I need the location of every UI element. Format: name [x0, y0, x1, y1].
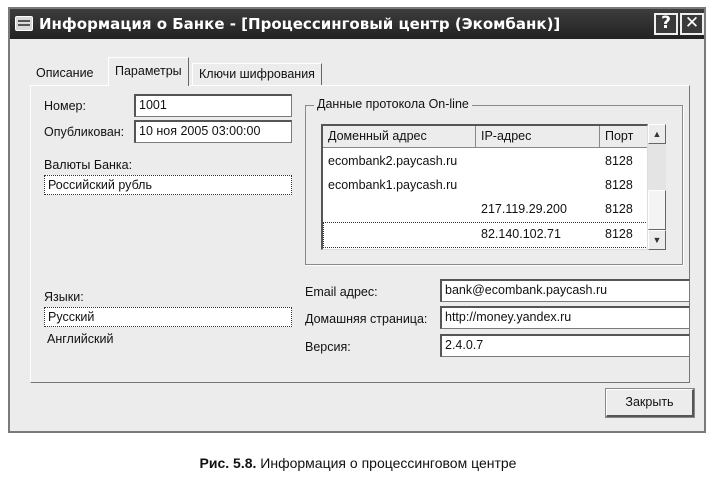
cell-ip[interactable]	[476, 150, 486, 174]
online-protocol-group	[305, 97, 683, 265]
window-title: Информация о Банке - [Процессинговый центр (Экомбанк)]	[39, 15, 561, 33]
cell-domain[interactable]: ecombank1.paycash.ru	[328, 178, 458, 192]
currencies-label: Валюты Банка:	[44, 158, 133, 172]
cell-domain[interactable]: ecombank2.paycash.ru	[328, 154, 458, 168]
scrollbar-thumb[interactable]	[648, 190, 666, 230]
bank-info-dialog	[8, 7, 706, 433]
figure-label: Рис. 5.8.	[199, 455, 257, 471]
number-field[interactable]: 1001	[134, 94, 292, 117]
published-field[interactable]: 10 ноя 2005 03:00:00	[134, 120, 292, 143]
online-group-title: Данные протокола On-line	[314, 97, 472, 111]
homepage-label: Домашняя страница:	[305, 312, 428, 326]
cell-domain[interactable]	[323, 223, 333, 247]
cell-port[interactable]: 8128	[605, 178, 633, 192]
column-header-domain[interactable]: Доменный адрес	[323, 126, 476, 148]
column-header-port[interactable]: Порт	[600, 126, 648, 148]
email-field[interactable]: bank@ecombank.paycash.ru	[440, 279, 690, 302]
cell-ip[interactable]: 82.140.102.71	[481, 227, 561, 241]
list-item[interactable]: Английский	[47, 332, 114, 346]
window-app-icon	[15, 16, 33, 31]
cell-ip[interactable]: 217.119.29.200	[481, 202, 567, 216]
tab-encryption-keys[interactable]: Ключи шифрования	[192, 63, 322, 85]
help-button[interactable]: ?	[654, 13, 678, 35]
figure-caption	[0, 455, 716, 471]
list-item[interactable]: Русский	[44, 307, 292, 327]
number-label: Номер:	[44, 99, 86, 113]
version-label: Версия:	[305, 340, 351, 354]
email-label: Email адрес:	[305, 285, 378, 299]
close-window-button[interactable]: ✕	[680, 13, 704, 35]
tab-description[interactable]: Описание	[36, 66, 94, 80]
chevron-up-icon[interactable]: ▲	[648, 124, 666, 144]
languages-label: Языки:	[44, 290, 84, 304]
chevron-down-icon[interactable]: ▼	[648, 230, 666, 250]
cell-port[interactable]: 8128	[605, 154, 633, 168]
cell-ip[interactable]	[476, 174, 486, 198]
tab-parameters[interactable]: Параметры	[108, 57, 189, 86]
title-bar[interactable]	[10, 9, 704, 39]
homepage-field[interactable]: http://money.yandex.ru	[440, 306, 690, 329]
currencies-list[interactable]	[44, 175, 292, 281]
column-header-ip[interactable]: IP-адрес	[476, 126, 600, 148]
published-label: Опубликован:	[44, 125, 125, 139]
caption-text: Информация о процессинговом центре	[260, 455, 517, 471]
cell-port[interactable]: 8128	[605, 202, 633, 216]
cell-port[interactable]: 8128	[605, 227, 633, 241]
table-scrollbar[interactable]	[648, 124, 666, 250]
close-button[interactable]: Закрыть	[606, 389, 694, 417]
cell-domain[interactable]	[323, 198, 333, 222]
version-field[interactable]: 2.4.0.7	[440, 334, 690, 357]
list-item[interactable]: Российский рубль	[44, 175, 292, 195]
online-servers-table[interactable]	[321, 124, 648, 250]
languages-list[interactable]	[44, 307, 292, 357]
